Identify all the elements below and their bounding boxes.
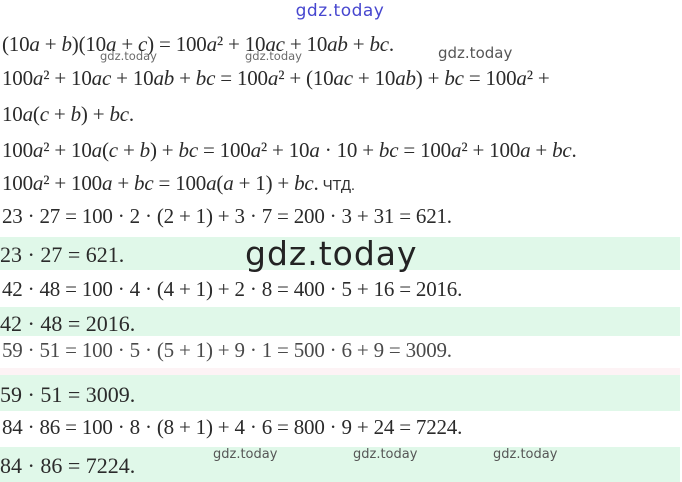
result-band-84 xyxy=(0,447,680,482)
result-band-59 xyxy=(0,375,680,411)
result-line-23: 23 · 27 = 621. xyxy=(0,242,125,267)
qed-label: ЧТД. xyxy=(322,177,355,194)
check-line-23: 23 · 27 = 100 · 2 · (2 + 1) + 3 · 7 = 200 · 3 + 31 = 621. xyxy=(2,204,452,228)
check-line-84: 84 · 86 = 100 · 8 · (8 + 1) + 4 · 6 = 800 · 9 + 24 = 7224. xyxy=(2,415,463,439)
result-line-84: 84 · 86 = 7224. xyxy=(0,453,136,478)
math-line-5-formula: 100a² + 100a + bc = 100a(a + 1) + bc. xyxy=(2,171,319,195)
math-line-4: 100a² + 10a(c + b) + bc = 100a² + 10a · 10 + bc = 100a² + 100a + bc. xyxy=(2,138,577,162)
result-band-42 xyxy=(0,307,680,336)
watermark-text: gdz.today xyxy=(245,49,302,63)
check-line-42: 42 · 48 = 100 · 4 · (4 + 1) + 2 · 8 = 400 · 5 + 16 = 2016. xyxy=(2,277,463,301)
watermark-text: gdz.today xyxy=(213,447,278,462)
watermark-text: gdz.today xyxy=(353,447,418,462)
clipped-check-line-59: 59 · 51 = 100 · 5 · (5 + 1) + 9 · 1 = 500 · 6 + 9 = 3009. xyxy=(2,338,452,362)
site-header-link[interactable]: gdz.today xyxy=(295,1,385,21)
result-band-23 xyxy=(0,234,680,273)
math-line-1: (10a + b)(10a + c) = 100a² + 10ac + 10ab + bc. xyxy=(2,32,394,56)
result-line-59: 59 · 51 = 3009. xyxy=(0,382,136,407)
watermark-text: gdz.today xyxy=(100,49,157,63)
watermark-text: gdz.today xyxy=(438,44,513,62)
math-line-2: 100a² + 10ac + 10ab + bc = 100a² + (10ac + 10ab) + bc = 100a² + xyxy=(2,66,550,90)
math-line-5 xyxy=(2,170,355,199)
math-line-3: 10a(c + b) + bc. xyxy=(2,102,134,126)
watermark-large: gdz.today xyxy=(245,234,418,273)
watermark-text: gdz.today xyxy=(493,447,558,462)
faint-divider-strip xyxy=(0,368,680,375)
result-line-42: 42 · 48 = 2016. xyxy=(0,311,136,336)
